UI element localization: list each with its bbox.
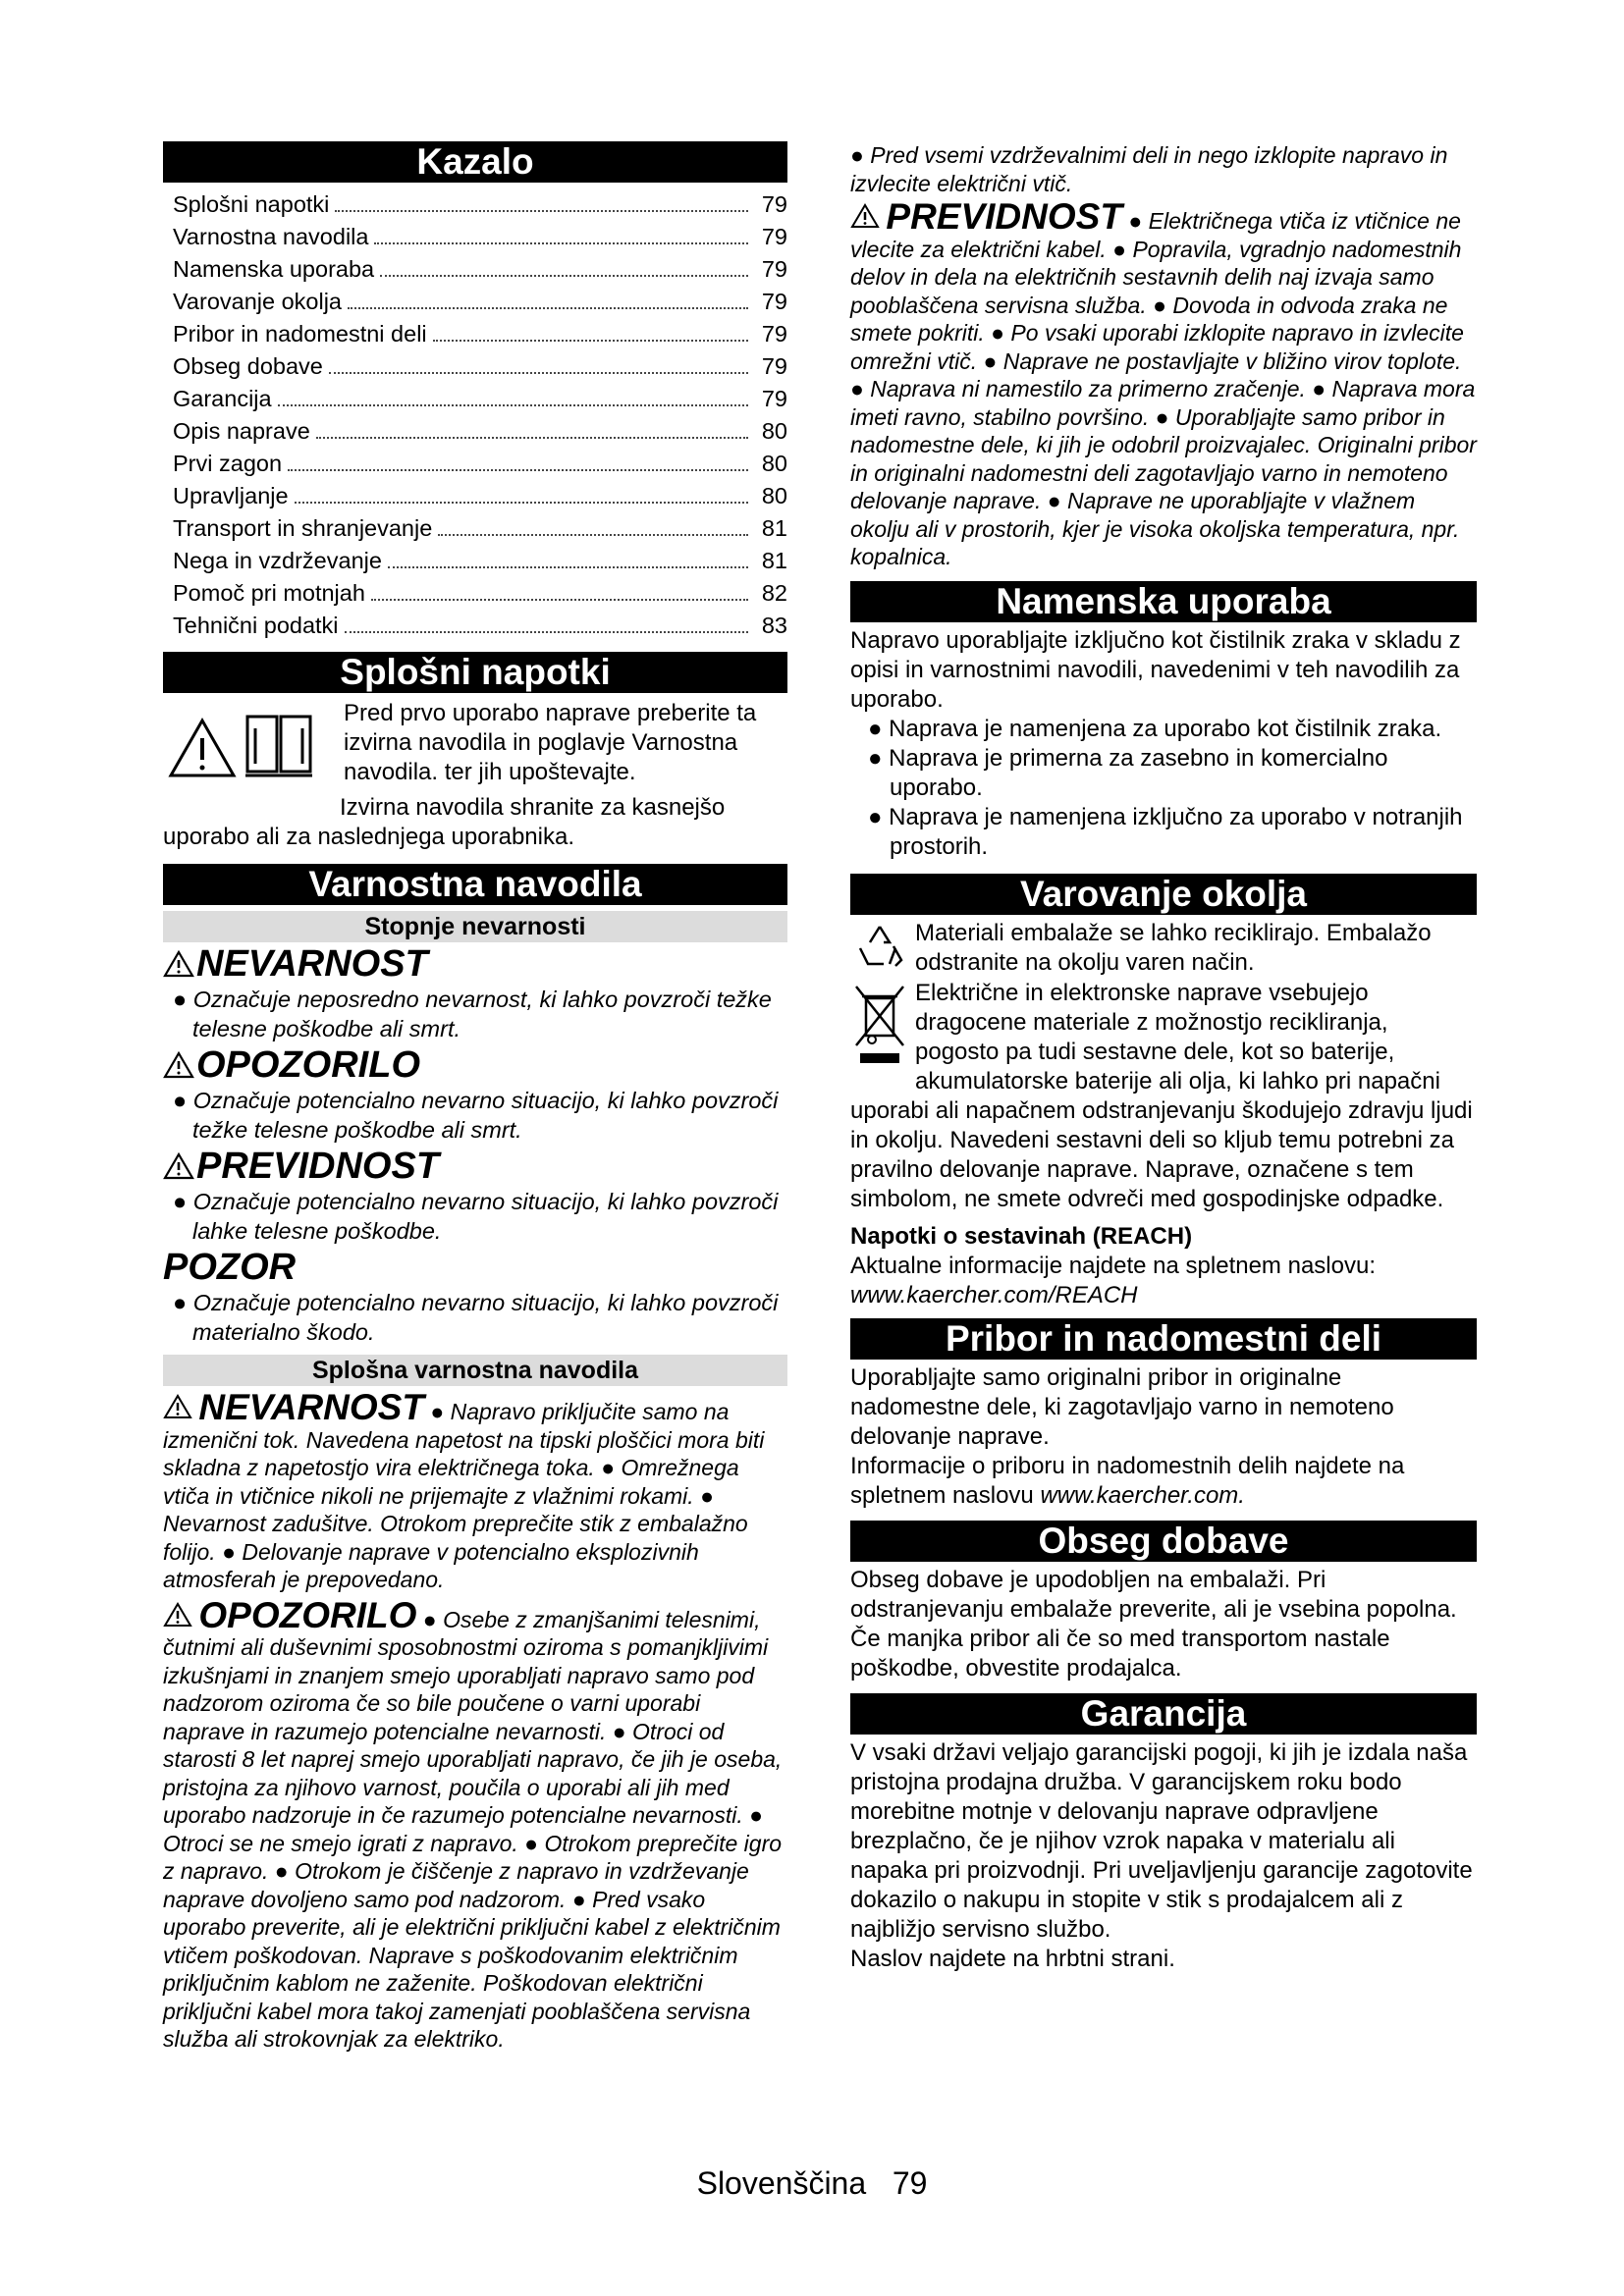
crossed-bin-icon bbox=[850, 981, 911, 1070]
toc-list bbox=[173, 188, 787, 642]
toc-entry[interactable] bbox=[173, 610, 787, 642]
toc-entry[interactable] bbox=[173, 188, 787, 221]
environment-recycling bbox=[850, 919, 1477, 979]
toc-entry-label: Pribor in nadomestni deli bbox=[173, 321, 427, 347]
environment-text-2: Električne in elektronske naprave vsebujejo dragocene materiale z možnostjo recikliranja, pogosto pa tudi sestavne dele, kot so baterije, akumulatorske baterije ali olja, ki lahko pri napačni uporabi ali napačnem odstranjevanju škodujejo zdravju ljudi in okolju. Navedeni sestavni deli so kljub temu potrebni za pravilno delovanje naprave. Naprave, označene s tem simbolom, ne smete odvreči med gospodinjske odpadke. bbox=[850, 979, 1473, 1212]
toc-entry-label: Tehnični podatki bbox=[173, 613, 339, 638]
warning-triangle-icon bbox=[163, 1607, 192, 1632]
toc-entry-label: Splošni napotki bbox=[173, 191, 330, 217]
warranty-text-1: V vsaki državi veljajo garancijski pogoji, ki jih je izdala naša pristojna prodajna družba. V garancijskem roku bodo morebitne motnje v delovanju naprave odpravljene brezplačno, če je njihov vzrok napaka v materialu ali napaka pri proizvodnji. Pri uveljavljenju garancije zagotovite dokazilo o nakupu in stopite v stik s prodajalcem ali z najbližjo servisno službo. bbox=[850, 1738, 1473, 1943]
accessories-text-2: Informacije o priboru in nadomestnih delih najdete na spletnem naslovu www.kaercher.com. bbox=[850, 1452, 1405, 1509]
toc-entry[interactable] bbox=[173, 253, 787, 286]
accessories-link[interactable]: www.kaercher.com. bbox=[1040, 1481, 1245, 1509]
intended-bullets bbox=[850, 715, 1477, 862]
toc-entry[interactable] bbox=[173, 545, 787, 577]
safety-title: Varnostna navodila bbox=[163, 864, 787, 905]
right-column bbox=[850, 141, 1477, 1974]
toc-entry-page: 83 bbox=[761, 613, 787, 638]
hazard-levels bbox=[163, 942, 787, 1347]
environment-title: Varovanje okolja bbox=[850, 874, 1477, 915]
intended-bullet: ● Naprava je primerna za zasebno in komercialno uporabo. bbox=[868, 744, 1388, 801]
toc-entry-page: 80 bbox=[761, 418, 787, 444]
general-title: Splošni napotki bbox=[163, 652, 787, 693]
maintenance-note: ● Pred vsemi vzdrževalnimi deli in nego izklopite napravo in izvlecite električni vtič. bbox=[850, 142, 1448, 196]
hazard-level-title: OPOZORILO bbox=[163, 1043, 787, 1087]
toc-title: Kazalo bbox=[163, 141, 787, 183]
toc-entry[interactable] bbox=[173, 512, 787, 545]
toc-entry-page: 79 bbox=[761, 353, 787, 379]
toc-entry-page: 79 bbox=[761, 191, 787, 217]
caution-paragraph: PREVIDNOST ● Električnega vtiča iz vtičnice ne vlecite za električni kabel. ● Popravila, vgradnjo nadomestnih delov in dela na električnih sestavnih delih naj izvaja samo pooblaščena servisna služba. ● Dovoda in odvoda zraka ne smete pokriti. ● Po vsaki uporabi izklopite napravo in izvlecite omrežni vtič. ● Naprave ne postavljajte v bližino virov toplote. ● Naprava ni namestilo za primerno zračenje. ● Naprava mora imeti ravno, stabilno površino. ● Uporabljajte samo pribor in nadomestne dele, ki jih je odobril proizvajalec. Originalni pribor in originalni nadomestni deli zagotavljajo varno in nemoteno delovanje naprave. ● Naprave ne uporabljajte v vlažnem okolju ali v prostorih, kjer je visoka okoljska temperatura, npr. kopalnica. bbox=[850, 196, 1477, 569]
intended-title: Namenska uporaba bbox=[850, 581, 1477, 622]
toc-entry-label: Transport in shranjevanje bbox=[173, 515, 433, 541]
toc-entry-page: 79 bbox=[761, 289, 787, 314]
reach-link[interactable]: www.kaercher.com/REACH bbox=[850, 1281, 1138, 1308]
toc-entry-page: 80 bbox=[761, 483, 787, 508]
page-footer bbox=[0, 2165, 1624, 2202]
toc-entry[interactable] bbox=[173, 221, 787, 253]
warning-triangle-icon bbox=[163, 950, 194, 978]
toc-entry-page: 80 bbox=[761, 451, 787, 476]
toc-entry[interactable] bbox=[173, 415, 787, 448]
toc-entry-page: 79 bbox=[761, 321, 787, 347]
toc-entry-label: Opis naprave bbox=[173, 418, 310, 444]
toc-entry-label: Namenska uporaba bbox=[173, 256, 375, 282]
toc-entry[interactable] bbox=[173, 480, 787, 512]
toc-entry-page: 81 bbox=[761, 515, 787, 541]
footer-language: Slovenščina bbox=[696, 2165, 867, 2201]
toc-entry-label: Upravljanje bbox=[173, 483, 289, 508]
reach-title: Napotki o sestavinah (REACH) bbox=[850, 1222, 1193, 1250]
hazard-level-title: POZOR bbox=[163, 1247, 297, 1288]
reach-text: Aktualne informacije najdete na spletnem naslovu: bbox=[850, 1252, 1376, 1279]
general-notes bbox=[163, 699, 787, 793]
warning-text: Osebe z zmanjšanimi telesnimi, čutnimi ali duševnimi sposobnostmi oziroma s pomanjkljivimi izkušnjami in znanjem smejo uporabljati napravo samo pod nadzorom oziroma če so bile poučene o varni uporabi naprave in razumejo potencialne nevarnosti. ● Otroci od starosti 8 let naprej smejo uporabljati napravo, če jih je oseba, pristojna za njihovo varnost, poučila o uporabi ali jih med uporabo nadzoruje in če razumejo potencialne nevarnosti. ● Otroci se ne smejo igrati z napravo. ● Otrokom preprečite igro z napravo. ● Otrokom je čiščenje z napravo in vzdrževanje naprave dovoljeno samo pod nadzorom. ● Pred vsako uporabo preverite, ali je električni priključni kabel z električnim vtičem poškodovan. Naprave s poškodovanim električnim priključnim kablom ne zaženite. Poškodovan električni priključni kabel mora takoj zamenjati pooblaščena servisna služba ali strokovnjak za elektriko. bbox=[163, 1606, 783, 2052]
danger-text: Napravo priključite samo na izmenični tok. Navedena napetost na tipski ploščici mora biti skladna z napetostjo vira električnega toka. ● Omrežnega vtiča in vtičnice nikoli ne prijemajte z vlažnimi rokami. ● Nevarnost zadušitve. Otrokom preprečite stik z embalažno folijo. ● Delovanje naprave v potencialno eksplozivnih atmosferah je prepovedano. bbox=[163, 1399, 765, 1592]
hazard-level-text: ● Označuje potencialno nevarno situacijo, ki lahko povzroči lahke telesne poškodbe. bbox=[173, 1189, 779, 1244]
toc-entry[interactable] bbox=[173, 318, 787, 350]
left-column bbox=[163, 141, 787, 2054]
warning-triangle-icon bbox=[163, 1152, 194, 1180]
toc-entry-page: 81 bbox=[761, 548, 787, 573]
toc-entry-label: Prvi zagon bbox=[173, 451, 283, 476]
warning-triangle-icon bbox=[163, 1051, 194, 1079]
scope-text: Obseg dobave je upodobljen na embalaži. Pri odstranjevanju embalaže preverite, ali je vsebina popolna. Če manjka pribor ali če so med transportom nastale poškodbe, obvestite prodajalca. bbox=[850, 1566, 1457, 1682]
warning-triangle-icon bbox=[163, 1399, 192, 1424]
hazard-level-text: ● Označuje potencialno nevarno situacijo, ki lahko povzroči težke telesne poškodbe ali smrt. bbox=[173, 1088, 779, 1143]
danger-paragraph: NEVARNOST ● Napravo priključite samo na izmenični tok. Navedena napetost na tipski ploščici mora biti skladna z napetostjo vira električnega toka. ● Omrežnega vtiča in vtičnice nikoli ne prijemajte z vlažnimi rokami. ● Nevarnost zadušitve. Otrokom preprečite stik z embalažno folijo. ● Delovanje naprave v potencialno eksplozivnih atmosferah je prepovedano. bbox=[163, 1387, 765, 1592]
general-safety-title: Splošna varnostna navodila bbox=[163, 1355, 787, 1386]
hazard-level-text: ● Označuje potencialno nevarno situacijo, ki lahko povzroči materialno škodo. bbox=[173, 1290, 779, 1345]
environment-weee bbox=[850, 979, 1477, 1214]
warning-book-icons bbox=[163, 699, 336, 793]
toc-entry[interactable] bbox=[173, 350, 787, 383]
page-number: 79 bbox=[892, 2165, 928, 2201]
recycling-icon bbox=[850, 919, 915, 979]
warning-triangle-icon bbox=[163, 699, 336, 793]
hazard-level-title: PREVIDNOST bbox=[163, 1145, 787, 1188]
general-text-2: Izvirna navodila shranite za kasnejšo uporabo ali za naslednjega uporabnika. bbox=[163, 794, 726, 850]
hazard-level-title: NEVARNOST bbox=[163, 942, 787, 986]
toc-entry[interactable] bbox=[173, 383, 787, 415]
toc-entry-label: Obseg dobave bbox=[173, 353, 323, 379]
intended-bullet: ● Naprava je namenjena za uporabo kot čistilnik zraka. bbox=[868, 715, 1442, 742]
intended-text: Napravo uporabljajte izključno kot čistilnik zraka v skladu z opisi in varnostnimi navodili, navedenimi v teh navodilih za uporabo. bbox=[850, 626, 1461, 713]
manual-book-icon bbox=[245, 717, 312, 775]
toc-entry-label: Nega in vzdrževanje bbox=[173, 548, 382, 573]
toc-entry-page: 82 bbox=[761, 580, 787, 606]
caution-text: Električnega vtiča iz vtičnice ne vlecite za električni kabel. ● Popravila, vgradnjo nadomestnih delov in dela na električnih sestavnih delih naj izvaja samo pooblaščena servisna služba. ● Dovoda in odvoda zraka ne smete pokriti. ● Po vsaki uporabi izklopite napravo in izvlecite omrežni vtič. ● Naprave ne postavljajte v bližino virov toplote. ● Naprava ni namestilo za primerno zračenje. ● Naprava mora imeti ravno, stabilno površino. ● Uporabljajte samo pribor in nadomestne dele, ki jih je odobril proizvajalec. Originalni pribor in originalni nadomestni deli zagotavljajo varno in nemoteno delovanje naprave. ● Naprave ne uporabljajte v vlažnem okolju ali v prostorih, kjer je visoka okoljska temperatura, npr. kopalnica. bbox=[850, 208, 1477, 569]
environment-text-1: Materiali embalaže se lahko reciklirajo. Embalažo odstranite na okolju varen način. bbox=[915, 919, 1432, 976]
hazard-level-text: ● Označuje neposredno nevarnost, ki lahko povzroči težke telesne poškodbe ali smrt. bbox=[173, 987, 772, 1041]
toc-entry-label: Varnostna navodila bbox=[173, 224, 369, 249]
toc-entry[interactable] bbox=[173, 286, 787, 318]
toc-entry-label: Varovanje okolja bbox=[173, 289, 343, 314]
toc-entry-page: 79 bbox=[761, 224, 787, 249]
caution-label: PREVIDNOST bbox=[886, 196, 1122, 237]
warranty-title: Garancija bbox=[850, 1693, 1477, 1735]
toc-entry-label: Pomoč pri motnjah bbox=[173, 580, 365, 606]
warning-label: OPOZORILO bbox=[198, 1594, 417, 1635]
accessories-title: Pribor in nadomestni deli bbox=[850, 1318, 1477, 1360]
warning-paragraph: OPOZORILO ● Osebe z zmanjšanimi telesnimi, čutnimi ali duševnimi sposobnostmi oziroma s pomanjkljivimi izkušnjami in znanjem smejo uporabljati napravo samo pod nadzorom oziroma če so bile poučene o varni uporabi naprave in razumejo potencialne nevarnosti. ● Otroci od starosti 8 let naprej smejo uporabljati napravo, če jih je oseba, pristojna za njihovo varnost, poučila o uporabi ali jih med uporabo nadzoruje in če razumejo potencialne nevarnosti. ● Otroci se ne smejo igrati z napravo. ● Otrokom preprečite igro z napravo. ● Otrokom je čiščenje z napravo in vzdrževanje naprave dovoljeno samo pod nadzorom. ● Pred vsako uporabo preverite, ali je električni priključni kabel z električnim vtičem poškodovan. Naprave s poškodovanim električnim priključnim kablom ne zaženite. Poškodovan električni priključni kabel mora takoj zamenjati pooblaščena servisna služba ali strokovnjak za elektriko. bbox=[163, 1594, 783, 2052]
accessories-text-1: Uporabljajte samo originalni pribor in originalne nadomestne dele, ki zagotavljajo varno in nemoteno delovanje naprave. bbox=[850, 1363, 1394, 1450]
warranty-text-2: Naslov najdete na hrbtni strani. bbox=[850, 1945, 1175, 1972]
toc-entry-page: 79 bbox=[761, 386, 787, 411]
toc-entry[interactable] bbox=[173, 577, 787, 610]
general-text-1: Pred prvo uporabo naprave preberite ta izvirna navodila in poglavje Varnostna navodila. ter jih upoštevajte. bbox=[344, 700, 757, 785]
danger-label: NEVARNOST bbox=[198, 1387, 424, 1427]
warning-triangle-icon bbox=[850, 208, 880, 234]
levels-title: Stopnje nevarnosti bbox=[163, 911, 787, 942]
toc-entry-page: 79 bbox=[761, 256, 787, 282]
scope-title: Obseg dobave bbox=[850, 1521, 1477, 1562]
toc-entry-label: Garancija bbox=[173, 386, 272, 411]
toc-entry[interactable] bbox=[173, 448, 787, 480]
intended-bullet: ● Naprava je namenjena izključno za uporabo v notranjih prostorih. bbox=[868, 803, 1463, 860]
